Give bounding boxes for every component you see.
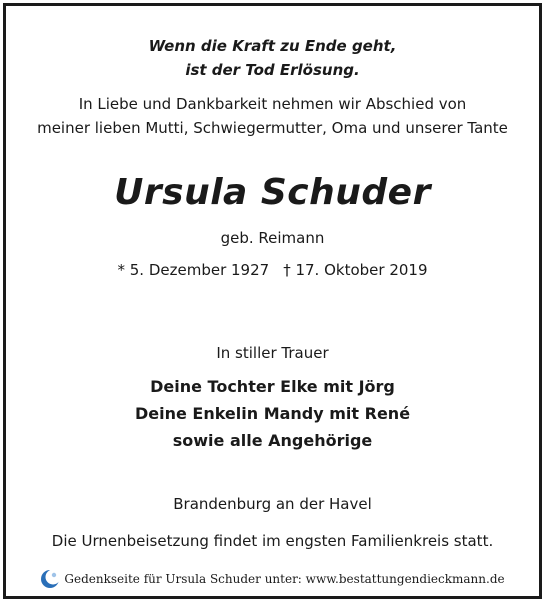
mourner-line-2: Deine Enkelin Mandy mit René bbox=[134, 404, 411, 423]
deceased-name: Ursula Schuder bbox=[114, 172, 431, 213]
birth-name: geb. Reimann bbox=[220, 229, 325, 247]
memorial-footer[interactable] bbox=[6, 568, 539, 590]
mourner-line-3: sowie alle Angehörige bbox=[172, 431, 373, 450]
intro-line-1: In Liebe und Dankbarkeit nehmen wir Abschied von bbox=[78, 95, 467, 113]
burial-note: Die Urnenbeisetzung findet im engsten Familienkreis statt. bbox=[51, 532, 494, 550]
mourning-heading: In stiller Trauer bbox=[216, 344, 329, 362]
life-dates bbox=[6, 261, 539, 279]
obituary-card bbox=[3, 3, 542, 599]
motto-line-2: ist der Tod Erlösung. bbox=[185, 61, 360, 79]
place: Brandenburg an der Havel bbox=[173, 495, 372, 513]
death-date: † 17. Oktober 2019 bbox=[283, 261, 428, 279]
crescent-logo-icon bbox=[40, 569, 60, 589]
intro-line-2: meiner lieben Mutti, Schwiegermutter, Oma und unserer Tante bbox=[37, 119, 508, 137]
birth-date: * 5. Dezember 1927 bbox=[117, 261, 270, 279]
memorial-link-text[interactable]: Gedenkseite für Ursula Schuder unter: www.bestattungendieckmann.de bbox=[64, 572, 505, 586]
motto-line-1: Wenn die Kraft zu Ende geht, bbox=[148, 37, 397, 55]
mourner-line-1: Deine Tochter Elke mit Jörg bbox=[150, 377, 395, 396]
